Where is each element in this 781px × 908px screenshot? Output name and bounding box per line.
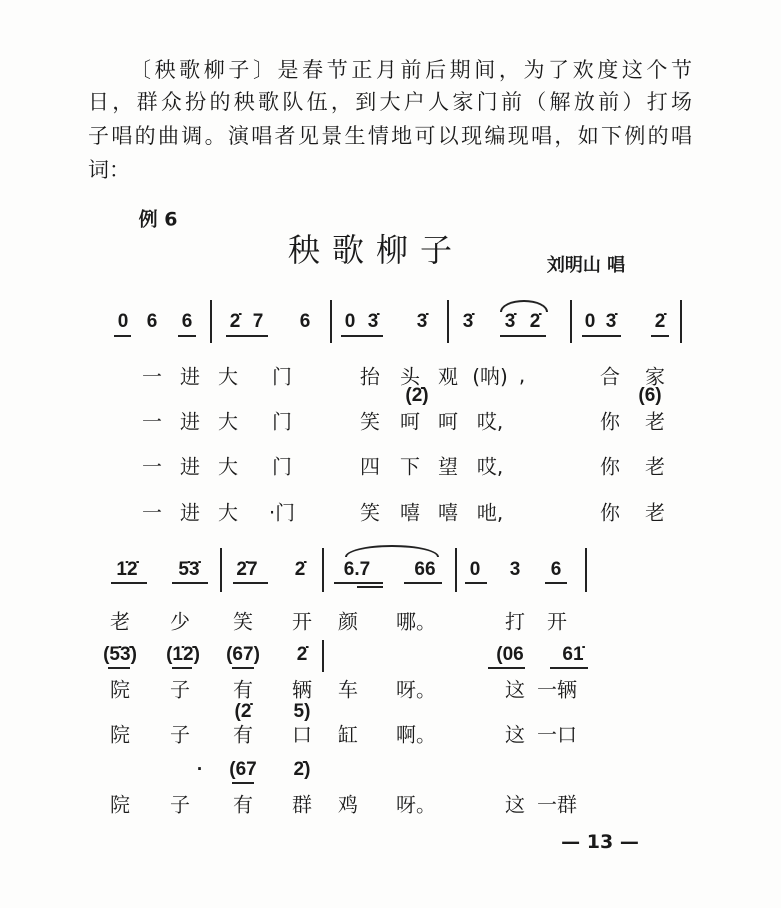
- note: 2̇): [293, 759, 311, 780]
- note: ·: [196, 759, 204, 780]
- lyric-char: 子: [170, 677, 190, 702]
- lyric-char: 嘻: [438, 500, 458, 525]
- lyric-char: 车: [338, 677, 358, 702]
- example-label: 例 6: [138, 208, 178, 231]
- note: 1̇2̇: [116, 559, 138, 580]
- note: 6: [181, 311, 193, 332]
- beam-underline: [550, 667, 588, 669]
- lyric-char: 四: [360, 454, 380, 479]
- lyric-char: 一辆: [537, 677, 577, 702]
- lyric-char: 头: [400, 364, 420, 389]
- note: 5): [293, 701, 311, 722]
- lyric-char: 一群: [537, 792, 577, 817]
- lyric-char: 大: [218, 500, 238, 525]
- paragraph-line: 〔秧歌柳子〕是春节正月前后期间，为了欢度这个节: [130, 58, 692, 82]
- paragraph-line: 子唱的曲调。演唱者见景生情地可以现编现唱，如下例的唱: [88, 124, 692, 148]
- lyric-char: 一: [142, 364, 162, 389]
- note: (1̇2̇): [166, 644, 200, 665]
- lyric-char: 院: [110, 792, 130, 817]
- note: (2̇: [234, 701, 252, 722]
- note: (06: [496, 644, 524, 665]
- beam-underline: [404, 582, 442, 584]
- lyric-char: 哪。: [396, 609, 436, 634]
- note: 0: [469, 559, 481, 580]
- lyric-char: 开: [547, 609, 567, 634]
- beam-underline: [465, 582, 487, 584]
- beam-underline: [232, 667, 254, 669]
- lyric-char: 呵: [400, 409, 420, 434]
- slur: [345, 545, 439, 557]
- lyric-char: 缸: [338, 722, 358, 747]
- note: 6: [550, 559, 562, 580]
- beam-underline: [334, 582, 383, 584]
- lyric-char: 一口: [537, 722, 577, 747]
- lyric-char: 你: [600, 409, 620, 434]
- lyric-char: 笑: [360, 409, 380, 434]
- singer-credit: 刘明山 唱: [546, 255, 626, 276]
- lyric-char: 门: [272, 409, 292, 434]
- note: 3̇: [504, 311, 516, 332]
- beam-underline: [108, 667, 130, 669]
- bar-line: [585, 548, 587, 592]
- lyric-char: 有: [233, 677, 253, 702]
- lyric-char: 老: [645, 409, 665, 434]
- bar-line: [455, 548, 457, 592]
- lyric-char: 你: [600, 500, 620, 525]
- lyric-char: 笑: [360, 500, 380, 525]
- note: 7: [252, 311, 264, 332]
- beam-underline: [500, 335, 546, 337]
- lyric-char: 观: [438, 364, 458, 389]
- paragraph-line: 日，群众扮的秧歌队伍，到大户人家门前（解放前）打场: [88, 90, 692, 114]
- lyric-char: 一: [142, 409, 162, 434]
- lyric-char: 抬: [360, 364, 380, 389]
- beam-underline: [582, 335, 621, 337]
- lyric-char: 开: [292, 609, 312, 634]
- note: 66: [414, 559, 436, 580]
- lyric-char: 大: [218, 364, 238, 389]
- beam-underline: [172, 582, 208, 584]
- lyric-char: 老: [645, 500, 665, 525]
- beam-underline: [357, 586, 383, 588]
- note: 3: [509, 559, 521, 580]
- lyric-char: 院: [110, 722, 130, 747]
- note: 6: [299, 311, 311, 332]
- lyric-char: ,: [518, 363, 526, 387]
- lyric-char: 啊。: [396, 722, 436, 747]
- beam-underline: [226, 335, 268, 337]
- lyric-char: 老: [645, 454, 665, 479]
- note: 3̇: [416, 311, 428, 332]
- bar-line: [210, 300, 212, 343]
- lyric-char: 颜: [338, 609, 358, 634]
- lyric-char: 望: [438, 454, 458, 479]
- lyric-char: 子: [170, 722, 190, 747]
- lyric-char: 笑: [233, 609, 253, 634]
- lyric-char: 进: [180, 500, 200, 525]
- note: 2̇7: [236, 559, 258, 580]
- lyric-char: 有: [233, 722, 253, 747]
- lyric-char: 这: [505, 677, 525, 702]
- bar-line: [570, 300, 572, 343]
- note: 6.7: [343, 559, 371, 580]
- lyric-char: 群: [292, 792, 312, 817]
- lyric-char: 口: [292, 722, 312, 747]
- beam-underline: [545, 582, 567, 584]
- lyric-char: 家: [645, 364, 665, 389]
- beam-underline: [651, 335, 669, 337]
- beam-underline: [178, 335, 196, 337]
- bar-line: [330, 300, 332, 343]
- lyric-char: 你: [600, 454, 620, 479]
- lyric-char: 合: [600, 364, 620, 389]
- beam-underline: [233, 582, 268, 584]
- lyric-char: 子: [170, 792, 190, 817]
- beam-underline: [232, 782, 254, 784]
- lyric-char: ·门: [268, 500, 296, 525]
- lyric-char: 下: [400, 454, 420, 479]
- lyric-char: 进: [180, 409, 200, 434]
- note: 61̇: [562, 644, 584, 665]
- beam-underline: [111, 582, 147, 584]
- lyric-char: 门: [272, 364, 292, 389]
- note: 2̇: [296, 644, 308, 665]
- lyric-char: 打: [505, 609, 525, 634]
- note: (2̇): [405, 385, 429, 406]
- lyric-char: 院: [110, 677, 130, 702]
- paragraph-line: 词：: [88, 158, 130, 182]
- lyric-char: 鸡: [338, 792, 358, 817]
- beam-underline: [488, 667, 525, 669]
- note: 0: [344, 311, 356, 332]
- bar-line: [447, 300, 449, 343]
- beam-underline: [341, 335, 383, 337]
- beam-underline: [172, 667, 192, 669]
- lyric-char: 辆: [292, 677, 312, 702]
- lyric-char: 吔,: [476, 500, 504, 525]
- note: 6: [146, 311, 158, 332]
- note: 2̇: [654, 311, 666, 332]
- lyric-char: 这: [505, 792, 525, 817]
- lyric-char: 有: [233, 792, 253, 817]
- note: (5̇3̇): [103, 644, 137, 665]
- lyric-char: 进: [180, 454, 200, 479]
- song-title: 秧歌柳子: [287, 231, 465, 269]
- lyric-char: 一: [142, 454, 162, 479]
- lyric-char: 大: [218, 409, 238, 434]
- lyric-char: 老: [110, 609, 130, 634]
- lyric-char: 哎,: [476, 454, 504, 479]
- note: 3̇: [367, 311, 379, 332]
- lyric-char: 嘻: [400, 500, 420, 525]
- note: 3̇: [462, 311, 474, 332]
- lyric-char: 大: [218, 454, 238, 479]
- lyric-char: 呵: [438, 409, 458, 434]
- lyric-char: 哎,: [476, 409, 504, 434]
- lyric-char: 门: [272, 454, 292, 479]
- note: 3̇: [605, 311, 617, 332]
- note: (67): [226, 644, 260, 665]
- lyric-char: (呐): [472, 364, 508, 389]
- lyric-char: 一: [142, 500, 162, 525]
- note: 0: [584, 311, 596, 332]
- lyric-char: 呀。: [396, 677, 436, 702]
- note: 0: [117, 311, 129, 332]
- beam-underline: [114, 335, 131, 337]
- note: 5̇3̇: [178, 559, 200, 580]
- page-number: — 13 —: [561, 831, 639, 853]
- note: (6): [638, 385, 662, 406]
- bar-line: [322, 640, 324, 672]
- lyric-char: 这: [505, 722, 525, 747]
- bar-line: [220, 548, 222, 592]
- bar-line: [680, 300, 682, 343]
- lyric-char: 呀。: [396, 792, 436, 817]
- slur: [500, 300, 548, 312]
- bar-line: [322, 548, 324, 592]
- note: (67: [229, 759, 257, 780]
- lyric-char: 进: [180, 364, 200, 389]
- note: 2̇: [229, 311, 241, 332]
- lyric-char: 少: [170, 609, 190, 634]
- note: 2̇: [294, 559, 306, 580]
- note: 2̇: [529, 311, 541, 332]
